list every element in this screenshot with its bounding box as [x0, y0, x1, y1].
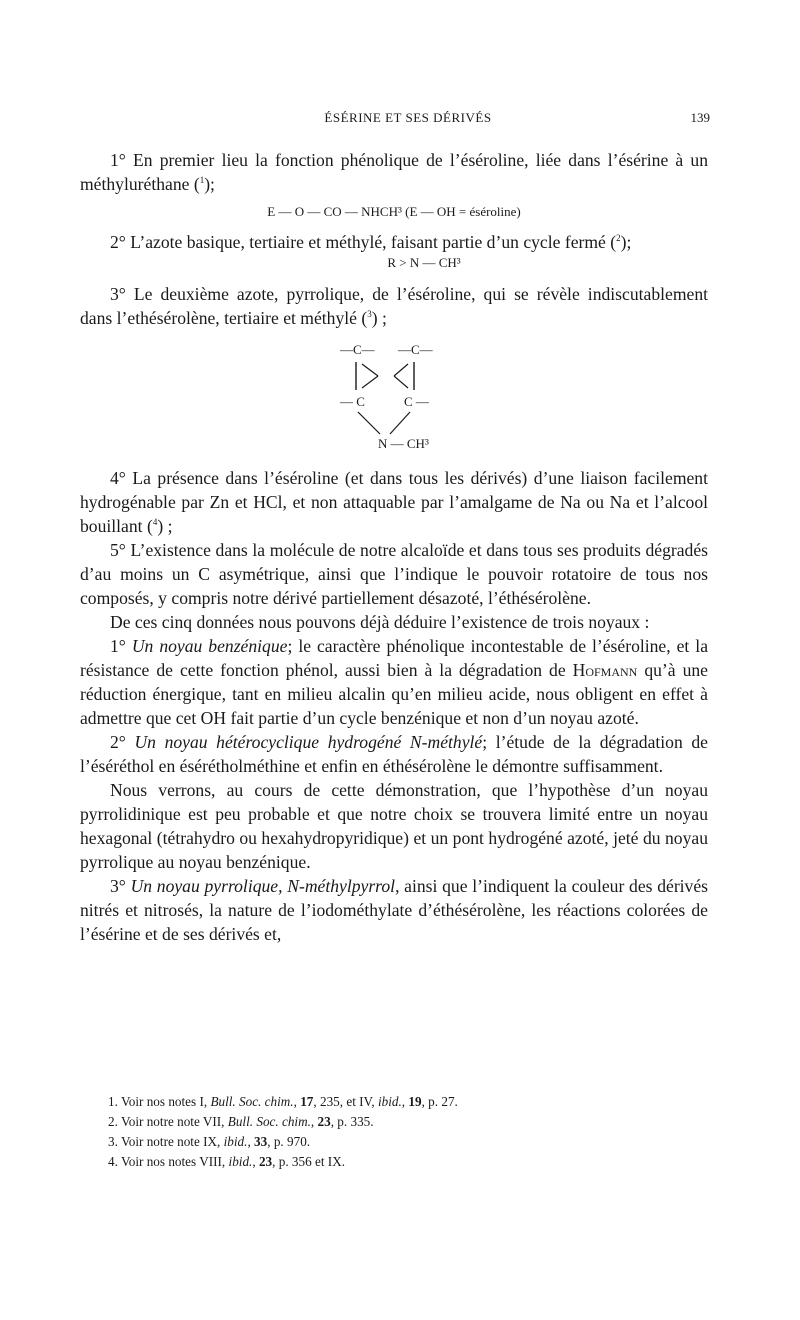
- bond-to-nitrogen-left: [358, 412, 380, 434]
- journal-title: ibid.: [228, 1154, 253, 1169]
- text-run: , ainsi que l’indiquent la couleur des dérivés nitrés et nitrosés, la nature de l’iodométhylate d’éthésérolène, les réactions colorées de l’ésérine et de ses dérivés et,: [80, 876, 709, 944]
- text-run: ,: [293, 1094, 301, 1109]
- text-run: ) ;: [371, 308, 387, 328]
- volume: 19: [408, 1094, 422, 1109]
- text-run: ,: [252, 1154, 259, 1169]
- paragraph-7: [80, 634, 708, 730]
- journal-title: Bull. Soc. chim.: [227, 1114, 311, 1129]
- text-run: ; le caractère phénolique incontestable de l’éséroline, et la résistance de cette fonction phénol, aussi bien à la dégradation de: [80, 636, 709, 680]
- text-run: ,: [310, 1114, 318, 1129]
- text-run: 1° En premier lieu la fonction phénolique de l’éséroline, liée dans l’ésérine à un méthyluréthane (: [80, 150, 708, 194]
- text-run: , p. 335.: [330, 1114, 374, 1129]
- footnote-3: [108, 1132, 708, 1152]
- item-title: Un noyau benzénique: [131, 636, 288, 656]
- pyrrole-structure-diagram: [80, 332, 708, 462]
- carbon-top-left: —C—: [340, 342, 375, 357]
- item-title: Un noyau pyrrolique, N-méthylpyrrol: [130, 876, 396, 896]
- volume: 33: [254, 1134, 268, 1149]
- paragraph-6: De ces cinq données nous pouvons déjà déduire l’existence de trois noyaux :: [110, 612, 650, 632]
- text-run: 3. Voir notre note IX,: [108, 1134, 224, 1149]
- text-run: );: [204, 174, 215, 194]
- item-number: 3°: [110, 876, 131, 896]
- running-head: ÉSÉRINE ET SES DÉRIVÉS: [324, 110, 492, 125]
- text-run: );: [620, 232, 632, 252]
- item-number: 1°: [110, 636, 132, 656]
- bond-to-nitrogen-right: [390, 412, 410, 434]
- volume: 23: [258, 1154, 273, 1169]
- item-title: Un noyau hétérocyclique hydrogéné N-méthylé: [134, 732, 483, 752]
- pyrrole-ring-svg: [332, 332, 472, 458]
- carbon-bottom-left: — C: [340, 394, 365, 409]
- paragraph-9: Nous verrons, au cours de cette démonstration, que l’hypothèse d’un noyau pyrrolidinique est peu probable et que notre choix se trouvera limité entre un noyau hexagonal (tétrahydro ou hexahydropyridique) et un pont hydrogéné azoté, jeté du noyau pyrrolique au noyau benzénique.: [80, 780, 708, 872]
- nitrogen-methyl: N — CH³: [378, 436, 429, 451]
- text-run: ,: [401, 1094, 409, 1109]
- footnote-ref: 2: [616, 233, 621, 244]
- carbon-top-right: —C—: [398, 342, 433, 357]
- volume: 17: [300, 1094, 314, 1109]
- text-run: , p. 970.: [267, 1134, 311, 1149]
- text-run: , p. 356 et IX.: [272, 1154, 346, 1169]
- journal-title: Bull. Soc. chim.: [210, 1094, 294, 1109]
- formula-amine: R > N — CH³: [387, 255, 461, 270]
- carbon-bottom-right: C —: [404, 394, 429, 409]
- footnote-1: [108, 1092, 708, 1112]
- formula-eserine: E — O — CO — NHCH³ (E — OH = éséroline): [267, 204, 521, 219]
- bond-left-upper: [362, 364, 378, 376]
- paragraph-10: [80, 874, 708, 946]
- volume: 23: [317, 1114, 331, 1129]
- text-run: qu’à une réduction énergique, tant en milieu alcalin qu’en milieu acide, nous obligent en effet à admettre que cet OH fait partie d’un cycle benzénique et non d’un noyau azoté.: [80, 660, 708, 728]
- paragraph-3: [80, 282, 708, 330]
- text-run: ) ;: [157, 516, 173, 536]
- footnote-ref: 3: [367, 309, 372, 320]
- footnote-2: [108, 1112, 708, 1132]
- journal-title: ibid.: [223, 1134, 248, 1149]
- body-text: [80, 148, 708, 946]
- author-name: Hofmann: [572, 660, 638, 680]
- text-run: , p. 27.: [421, 1094, 458, 1109]
- text-run: 1. Voir nos notes I,: [108, 1094, 211, 1109]
- text-run: ,: [247, 1134, 255, 1149]
- item-number: 2°: [110, 732, 135, 752]
- text-run: 4° La présence dans l’éséroline (et dans tous les dérivés) d’une liaison facilement hydrogénable par Zn et HCl, et non attaquable par l’amalgame de Na ou Na et l’alcool bouillant (: [80, 468, 708, 536]
- text-run: 4. Voir nos notes VIII,: [108, 1154, 229, 1169]
- page-header: [108, 110, 708, 130]
- footnotes: [108, 1092, 708, 1172]
- text-run: 2° L’azote basique, tertiaire et méthylé, faisant partie d’un cycle fermé (: [110, 232, 617, 252]
- bond-right-lower: [394, 376, 408, 388]
- text-run: ; l’étude de la dégradation de l’éséréthol en ésérétholméthine et enfin en éthésérolène le démontre suffisamment.: [80, 732, 708, 776]
- bond-right-upper: [394, 364, 408, 376]
- paragraph-1: [80, 148, 708, 196]
- paragraph-5: 5° L’existence dans la molécule de notre alcaloïde et dans tous ses produits dégradés d’au moins un C asymétrique, ainsi que l’indique le pouvoir rotatoire de tous nos composés, y compris notre dérivé partiellement désazoté, l’éthésérolène.: [80, 540, 708, 608]
- text-run: , 235, et IV,: [313, 1094, 378, 1109]
- text-run: 2. Voir notre note VII,: [108, 1114, 228, 1129]
- page-number: 139: [690, 110, 710, 125]
- journal-title: ibid.: [377, 1094, 402, 1109]
- footnote-ref: 4: [152, 517, 158, 528]
- footnote-ref: 1: [199, 175, 205, 186]
- footnote-4: [108, 1152, 708, 1172]
- text-run: 3° Le deuxième azote, pyrrolique, de l’éséroline, qui se révèle indiscutablement dans l’ethésérolène, tertiaire et méthylé (: [80, 284, 708, 328]
- paragraph-4: [80, 466, 708, 538]
- paragraph-8: [80, 730, 708, 778]
- bond-left-lower: [362, 376, 378, 388]
